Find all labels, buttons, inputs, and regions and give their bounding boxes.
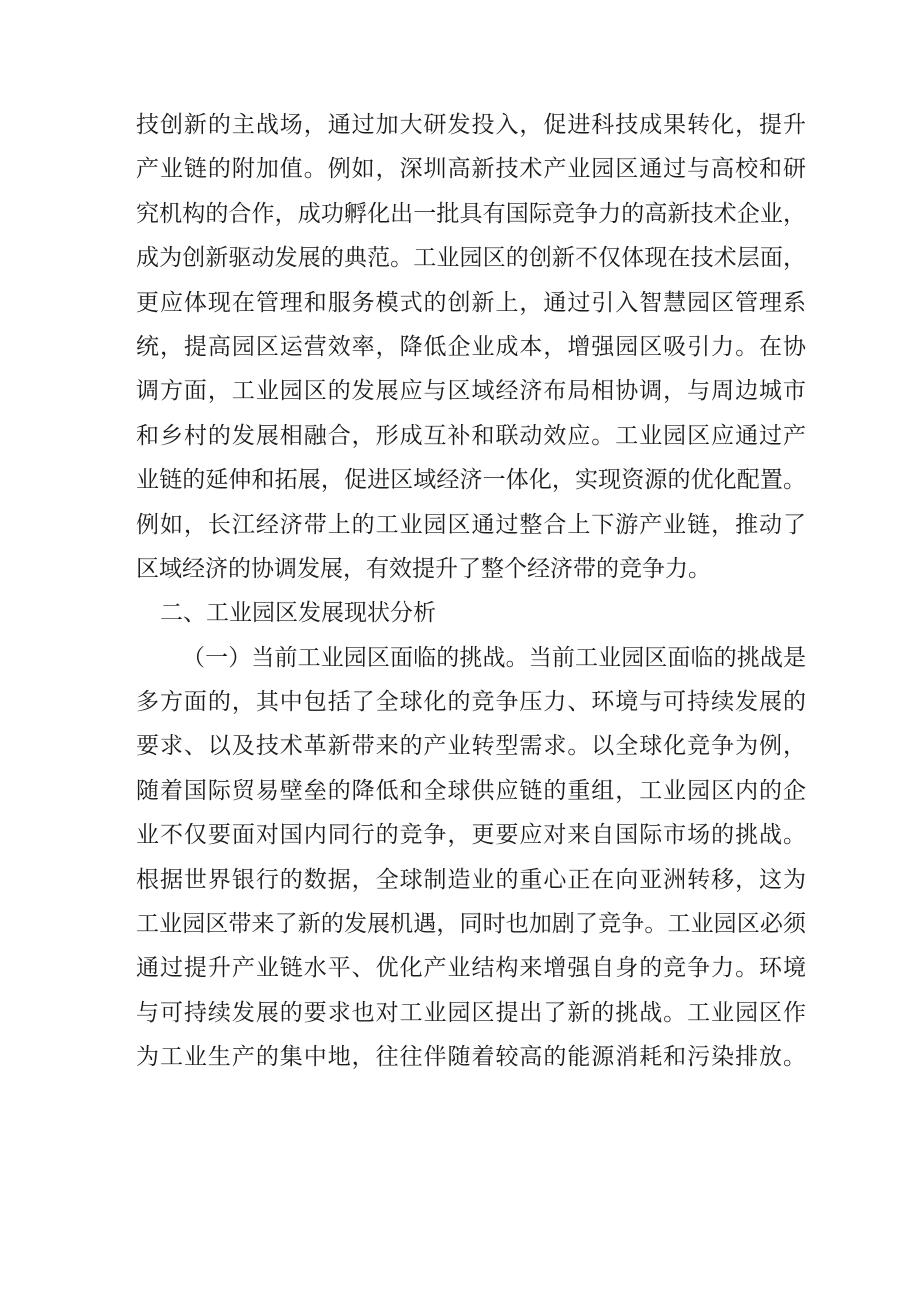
paragraph-line: 成为创新驱动发展的典范。工业园区的创新不仅体现在技术层面，: [136, 245, 806, 272]
paragraph-line: 与可持续发展的要求也对工业园区提出了新的挑战。工业园区作: [136, 999, 806, 1026]
paragraph-line: 通过提升产业链水平、优化产业结构来增强自身的竞争力。环境: [136, 955, 806, 982]
section-heading: 二、工业园区发展现状分析: [160, 600, 436, 627]
paragraph-line: 业不仅要面对国内同行的竞争，更要应对来自国际市场的挑战。: [136, 822, 806, 849]
paragraph-line: 随着国际贸易壁垒的降低和全球供应链的重组，工业园区内的企: [136, 777, 806, 804]
paragraph-line: 和乡村的发展相融合，形成互补和联动效应。工业园区应通过产: [136, 422, 806, 449]
paragraph-line: 要求、以及技术革新带来的产业转型需求。以全球化竞争为例，: [136, 733, 806, 760]
paragraph-line: 究机构的合作，成功孵化出一批具有国际竞争力的高新技术企业，: [136, 200, 806, 227]
subsection-first-line: （一）当前工业园区面临的挑战。当前工业园区面临的挑战是: [182, 644, 806, 671]
paragraph-line: 多方面的，其中包括了全球化的竞争压力、环境与可持续发展的: [136, 689, 806, 716]
paragraph-line: 调方面，工业园区的发展应与区域经济布局相协调，与周边城市: [136, 378, 806, 405]
paragraph-line: 技创新的主战场，通过加大研发投入，促进科技成果转化，提升: [136, 112, 806, 138]
paragraph-line: 为工业生产的集中地，往往伴随着较高的能源消耗和污染排放。: [136, 1044, 806, 1071]
paragraph-line: 统，提高园区运营效率，降低企业成本，增强园区吸引力。在协: [136, 333, 806, 360]
paragraph-line: 业链的延伸和拓展，促进区域经济一体化，实现资源的优化配置。: [136, 467, 806, 494]
paragraph-line: 更应体现在管理和服务模式的创新上，通过引入智慧园区管理系: [136, 289, 806, 316]
paragraph-line: 根据世界银行的数据，全球制造业的重心正在向亚洲转移，这为: [136, 866, 806, 893]
document-body: [136, 103, 806, 1080]
paragraph-line: 产业链的附加值。例如，深圳高新技术产业园区通过与高校和研: [136, 156, 806, 183]
paragraph-line: 工业园区带来了新的发展机遇，同时也加剧了竞争。工业园区必须: [136, 911, 806, 938]
paragraph-line: 例如，长江经济带上的工业园区通过整合上下游产业链，推动了: [136, 511, 806, 538]
paragraph-line: 区域经济的协调发展，有效提升了整个经济带的竞争力。: [136, 555, 711, 582]
